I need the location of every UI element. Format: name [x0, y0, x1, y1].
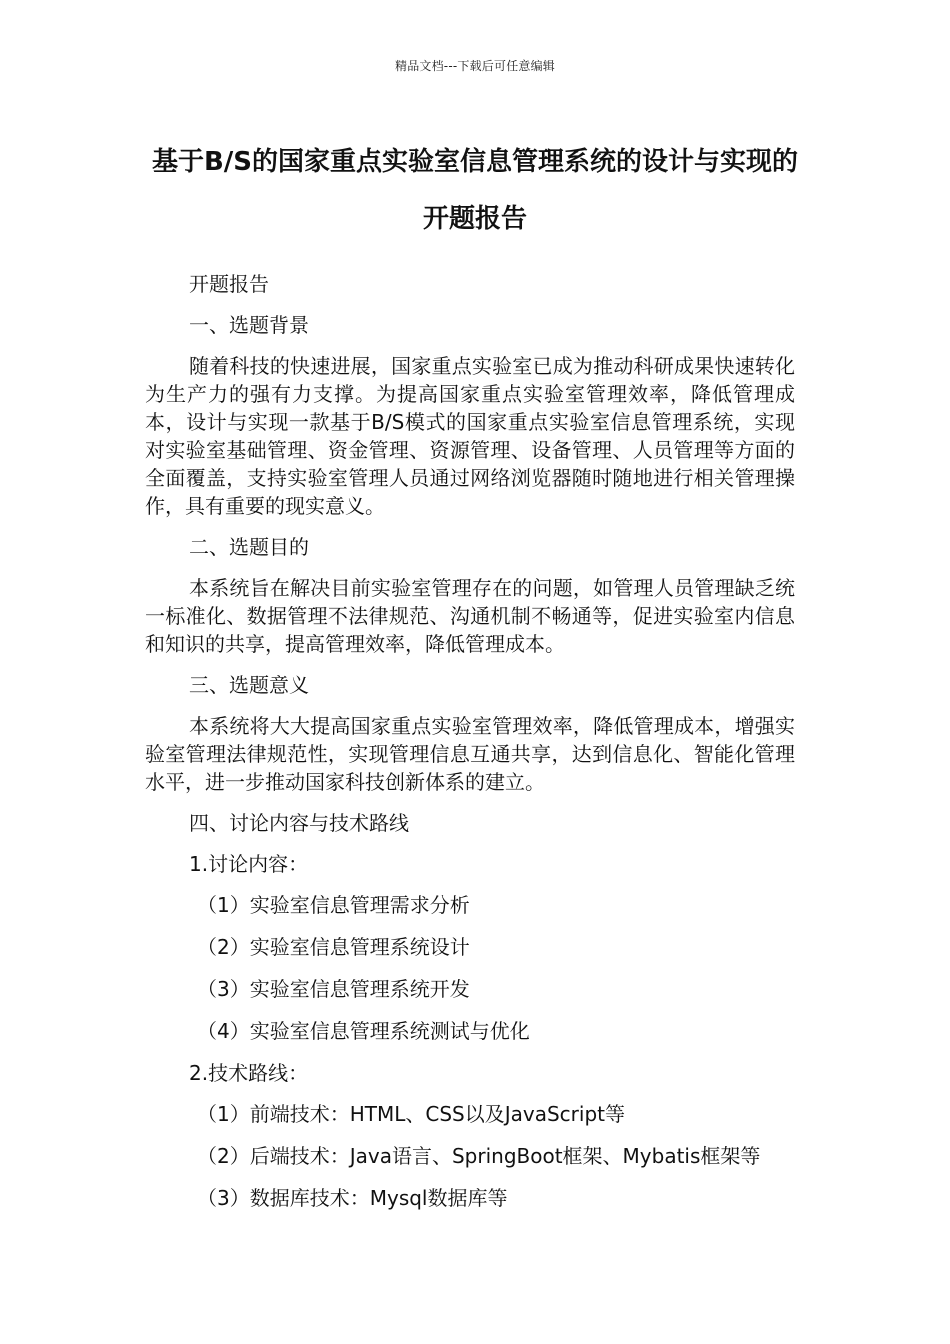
section-heading-background: 一、选题背景 [189, 313, 309, 337]
research-content-item: （3）实验室信息管理系统开发 [197, 977, 470, 1001]
section-body-significance: 本系统将大大提高国家重点实验室管理效率，降低管理成本，增强实验室管理法律规范性，实现管理信息互通共享，达到信息化、智能化管理水平，进一步推动国家科技创新体系的建立。 [145, 714, 795, 794]
tech-route-item: （2）后端技术：Java语言、SpringBoot框架、Mybatis框架等 [197, 1144, 761, 1168]
document-title: 基于B/S的国家重点实验室信息管理系统的设计与实现的开题报告 [151, 147, 799, 234]
research-content-heading: 1.讨论内容： [189, 852, 309, 876]
section-body-background: 随着科技的快速进展，国家重点实验室已成为推动科研成果快速转化为生产力的强有力支撑。为提高国家重点实验室管理效率，降低管理成本，设计与实现一款基于B/S模式的国家重点实验室信息管理系统，实现对实验室基础管理、资金管理、资源管理、设备管理、人员管理等方面的全面覆盖，支持实验室管理人员通过网络浏览器随时随地进行相关管理操作，具有重要的现实意义。 [145, 354, 795, 518]
research-content-item: （4）实验室信息管理系统测试与优化 [197, 1019, 530, 1043]
tech-route-heading: 2.技术路线： [189, 1061, 309, 1085]
section-heading-research: 四、讨论内容与技术路线 [189, 811, 409, 835]
section-heading-significance: 三、选题意义 [189, 673, 309, 697]
research-content-item: （2）实验室信息管理系统设计 [197, 935, 470, 959]
section-heading-purpose: 二、选题目的 [189, 535, 309, 559]
research-content-item: （1）实验室信息管理需求分析 [197, 893, 470, 917]
tech-route-item: （1）前端技术：HTML、CSS以及JavaScript等 [197, 1102, 625, 1126]
tech-route-item: （3）数据库技术：Mysql数据库等 [197, 1186, 508, 1210]
report-label: 开题报告 [189, 272, 269, 296]
section-body-purpose: 本系统旨在解决目前实验室管理存在的问题，如管理人员管理缺乏统一标准化、数据管理不法律规范、沟通机制不畅通等，促进实验室内信息和知识的共享，提高管理效率，降低管理成本。 [145, 576, 795, 656]
document-body [145, 270, 795, 1226]
header-note: 精品文档---下载后可任意编辑 [395, 59, 555, 73]
